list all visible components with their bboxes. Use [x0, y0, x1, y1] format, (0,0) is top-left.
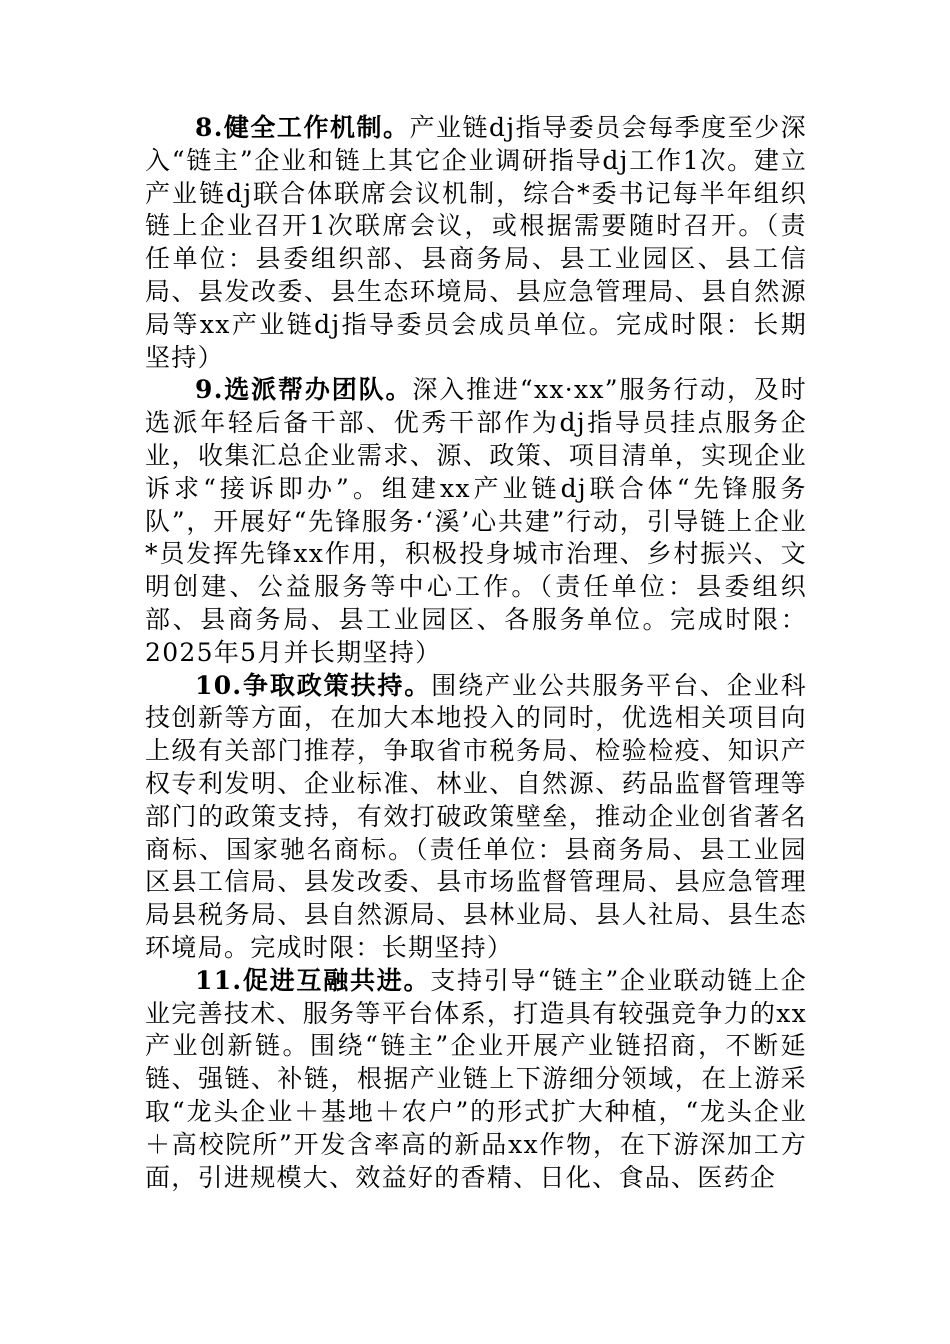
paragraph-9-heading: 9.选派帮办团队。 [195, 375, 413, 405]
document-page [145, 112, 807, 1194]
paragraph-8-body: 产业链dj指导委员会每季度至少深入“链主”企业和链上其它企业调研指导dj工作1次。建立产业链dj联合体联席会议机制，综合*委书记每半年组织链上企业召开1次联席会议，或根据需要随时召开。（责任单位：县委组织部、县商务局、县工业园区、县工信局、县发改委、县生态环境局、县应急管理局、县自然源局等xx产业链dj指导委员会成员单位。完成时限：长期坚持） [145, 113, 807, 372]
paragraph-11 [145, 965, 807, 1195]
paragraph-10-heading: 10.争取政策扶持。 [195, 670, 432, 700]
paragraph-9-body: 深入推进“xx·xx”服务行动，及时选派年轻后备干部、优秀干部作为dj指导员挂点服务企业，收集汇总企业需求、源、政策、项目清单，实现企业诉求“接诉即办”。组建xx产业链dj联合体“先锋服务队”，开展好“先锋服务·‘溪’心共建”行动，引导链上企业*员发挥先锋xx作用，积极投身城市治理、乡村振兴、文明创建、公益服务等中心工作。（责任单位：县委组织部、县商务局、县工业园区、各服务单位。完成时限：2025年5月并长期坚持） [145, 375, 807, 667]
paragraph-10 [145, 670, 807, 965]
paragraph-11-heading: 11.促进互融共进。 [195, 965, 431, 995]
paragraph-8-heading: 8.健全工作机制。 [195, 113, 410, 142]
paragraph-9 [145, 374, 807, 669]
paragraph-11-body: 支持引导“链主”企业联动链上企业完善技术、服务等平台体系，打造具有较强竞争力的xx产业创新链。围绕“链主”企业开展产业链招商，不断延链、强链、补链，根据产业链上下游细分领域，在上游采取“龙头企业＋基地＋农户”的形式扩大种植，“龙头企业＋高校院所”开发含率高的新品xx作物，在下游深加工方面，引进规模大、效益好的香精、日化、食品、医药企 [145, 965, 808, 1192]
paragraph-10-body: 围绕产业公共服务平台、企业科技创新等方面，在加大本地投入的同时，优选相关项目向上级有关部门推荐，争取省市税务局、检验检疫、知识产权专利发明、企业标准、林业、自然源、药品监督管理等部门的政策支持，有效打破政策壁垒，推动企业创省著名商标、国家驰名商标。（责任单位：县商务局、县工业园区县工信局、县发改委、县市场监督管理局、县应急管理局县税务局、县自然源局、县林业局、县人社局、县生态环境局。完成时限：长期坚持） [145, 670, 808, 962]
paragraph-8 [145, 112, 807, 374]
